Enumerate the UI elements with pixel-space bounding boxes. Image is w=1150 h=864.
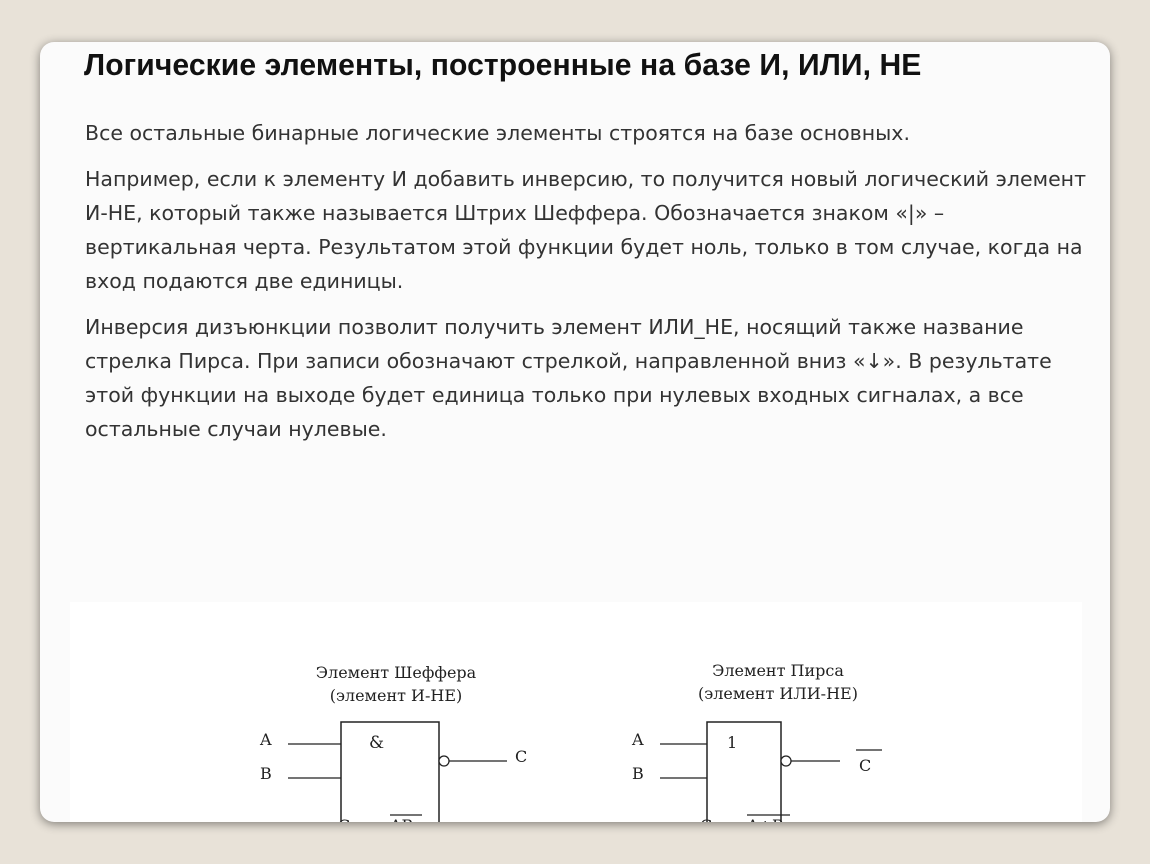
peirce-or-symbol: 1 bbox=[727, 733, 738, 752]
sheffer-input-b-label: B bbox=[260, 764, 272, 783]
peirce-inversion-circle bbox=[781, 756, 791, 766]
sheffer-inversion-circle bbox=[439, 756, 449, 766]
sheffer-formula-expr: AB bbox=[390, 816, 414, 832]
sheffer-caption-line2: (элемент И-НЕ) bbox=[329, 686, 463, 705]
sheffer-formula-prefix: C = bbox=[338, 816, 369, 832]
logic-gates-diagram bbox=[70, 602, 1082, 832]
body-text bbox=[85, 116, 1095, 458]
peirce-gate-box bbox=[707, 722, 781, 822]
sheffer-output-label: C bbox=[515, 747, 528, 766]
paragraph-nor: Инверсия дизъюнкции позволит получить элемент ИЛИ_НЕ, носящий также название стрелка Пирса. При записи обозначают стрелкой, направленной вниз «↓». В результате этой функции на выходе будет единица только при нулевых входных сигналах, а все остальные случаи нулевые. bbox=[85, 315, 1052, 441]
sheffer-caption-line1: Элемент Шеффера bbox=[315, 663, 477, 682]
slide-title: Логические элементы, построенные на базе И, ИЛИ, НЕ bbox=[84, 47, 922, 82]
sheffer-element bbox=[259, 663, 528, 832]
paragraph-nand: Например, если к элементу И добавить инверсию, то получится новый логический элемент И-НЕ, который также называется Штрих Шеффера. Обозначается знаком «|» – вертикальная черта. Результатом этой функции будет ноль, только в том случае, когда на вход подаются две единицы. bbox=[85, 167, 1087, 293]
paragraph-basic-elements: Все остальные бинарные логические элементы строятся на базе основных. bbox=[85, 121, 910, 145]
peirce-output-label: C bbox=[859, 756, 872, 775]
peirce-element bbox=[631, 661, 882, 832]
peirce-input-b-label: B bbox=[632, 764, 644, 783]
slide bbox=[40, 42, 1110, 832]
logic-gates-figure bbox=[70, 602, 1082, 832]
sheffer-input-a-label: A bbox=[260, 730, 272, 749]
peirce-caption-line1: Элемент Пирса bbox=[712, 661, 844, 680]
peirce-formula-expr: A+B bbox=[747, 816, 784, 832]
peirce-formula-prefix: C = bbox=[700, 816, 731, 832]
peirce-caption-line2: (элемент ИЛИ-НЕ) bbox=[698, 684, 858, 703]
peirce-input-a-label: A bbox=[632, 730, 644, 749]
sheffer-and-symbol: & bbox=[369, 733, 385, 753]
